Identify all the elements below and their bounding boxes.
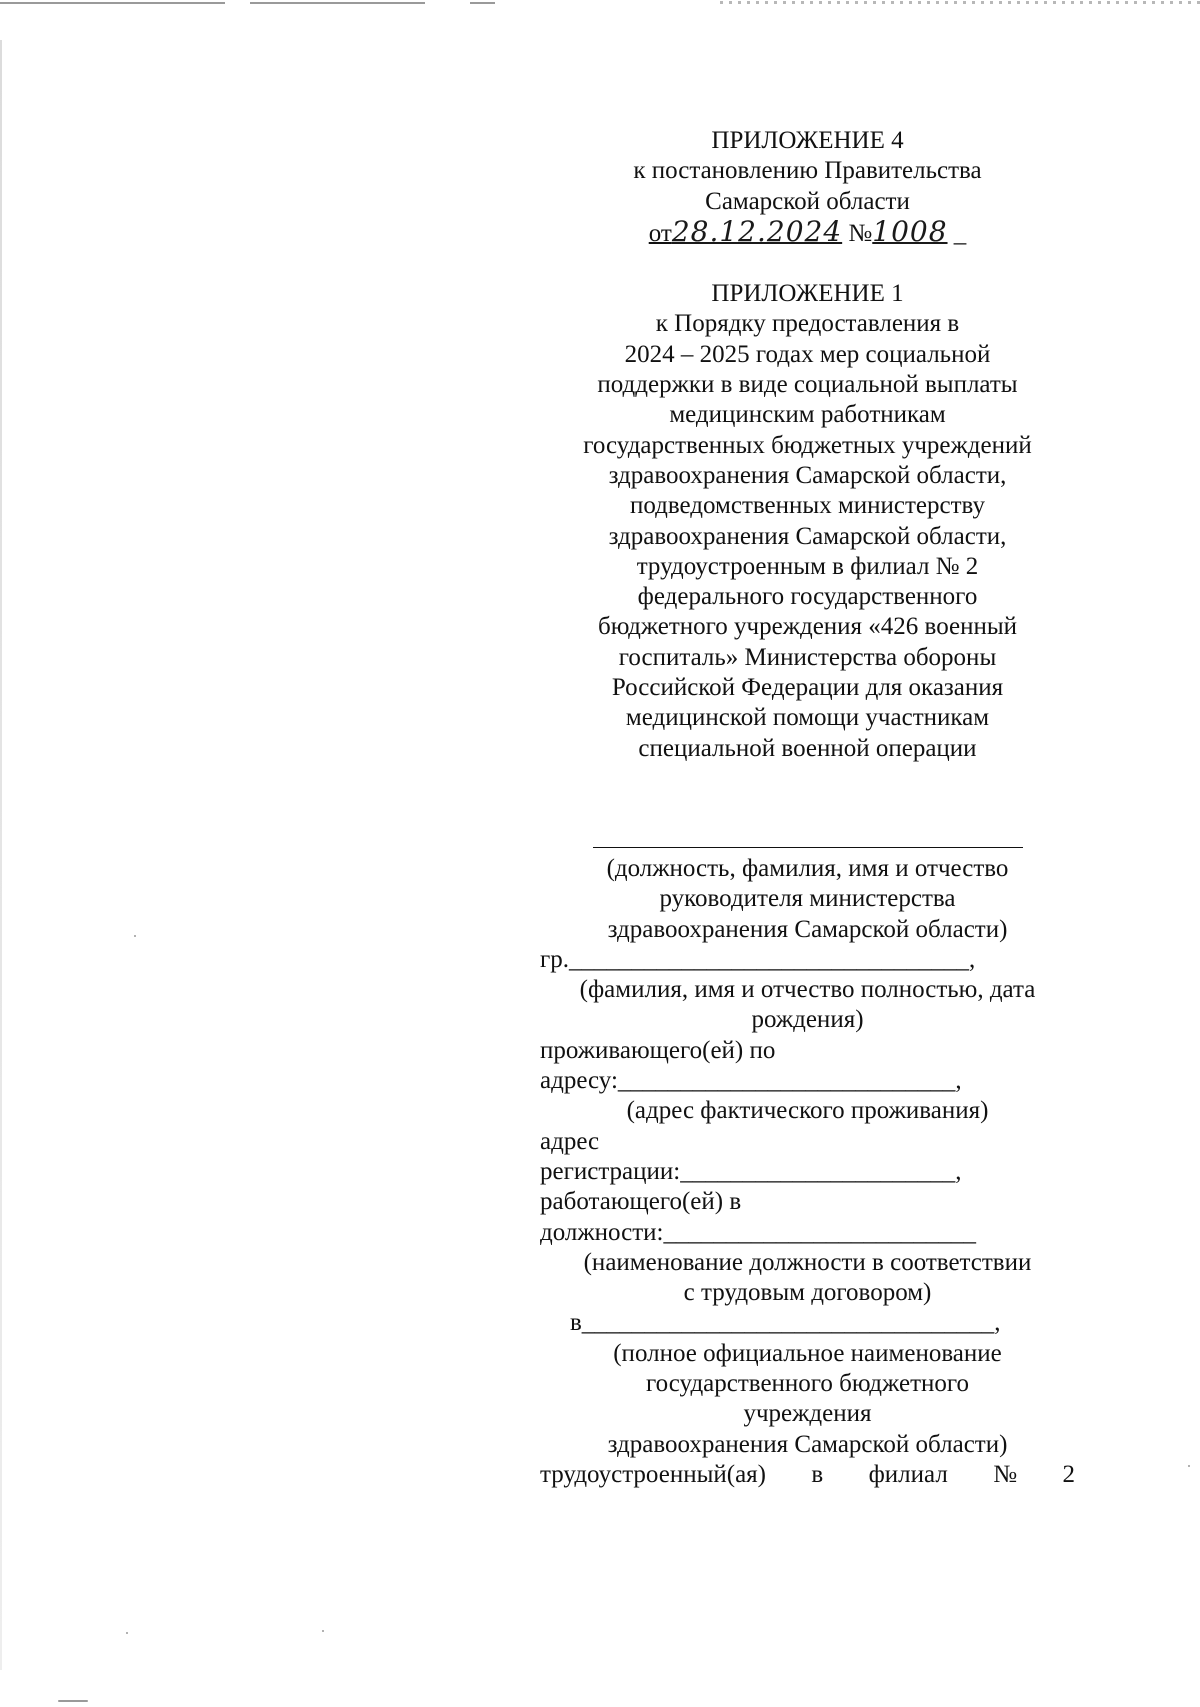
organization-caption-line: государственного бюджетного (646, 1369, 969, 1397)
trailing-underscore: _ (953, 219, 967, 247)
employed-line (540, 1460, 1075, 1490)
citizen-field-line: гр.________________________________, (540, 945, 976, 973)
appendix-1-line: здравоохранения Самарской области, (608, 461, 1007, 489)
appendix-1-line: 2024 – 2025 годах мер социальной (624, 340, 991, 368)
employed-word: № (993, 1460, 1018, 1488)
working-label: работающего(ей) в (540, 1188, 742, 1216)
appendix-4-line2: Самарской области (705, 187, 910, 215)
handwritten-date: 28.12.2024 (671, 214, 843, 248)
appendix-1-line: госпиталь» Министерства обороны (618, 643, 997, 671)
scan-edge-noise (720, 1, 1200, 4)
registration-field-line: регистрации:______________________, (540, 1157, 962, 1185)
scan-speck (1188, 1465, 1190, 1467)
citizen-caption-line: рождения) (751, 1006, 864, 1034)
appendix-1-line: Российской Федерации для оказания (611, 674, 1004, 702)
scan-edge-segment (0, 2, 225, 4)
address-field-line: адресу:___________________________, (540, 1067, 962, 1095)
appendix-1-line: к Порядку предоставления в (655, 310, 960, 338)
scan-top-edge (0, 0, 1200, 10)
organization-caption-line: учреждения (743, 1400, 872, 1428)
head-caption-line: здравоохранения Самарской области) (607, 915, 1008, 943)
citizen-caption-line: (фамилия, имя и отчество полностью, дата (579, 976, 1036, 1004)
organization-caption-line: (полное официальное наименование (613, 1339, 1002, 1367)
position-caption-line: с трудовым договором) (683, 1279, 932, 1307)
scan-speck (322, 1630, 324, 1632)
scan-left-edge (0, 40, 2, 1670)
employed-word: 2 (1062, 1460, 1075, 1488)
scan-speck (58, 1700, 88, 1702)
appendix-1-line: поддержки в виде социальной выплаты (597, 371, 1018, 399)
head-caption-line: руководителя министерства (659, 885, 956, 913)
scan-edge-segment (470, 2, 495, 4)
date-prefix: от (648, 219, 672, 247)
appendix-1-line: специальной военной операции (638, 734, 977, 762)
head-caption-line: (должность, фамилия, имя и отчество (606, 854, 1009, 882)
document-column (540, 126, 1075, 1490)
appendix-4-title: ПРИЛОЖЕНИЕ 4 (711, 127, 904, 154)
appendix-1-line: бюджетного учреждения «426 военный (597, 613, 1018, 641)
appendix-1-title: ПРИЛОЖЕНИЕ 1 (711, 280, 904, 308)
appendix-4-line1: к постановлению Правительства (633, 157, 982, 185)
head-signature-line (593, 839, 1023, 848)
living-label: проживающего(ей) по (540, 1036, 776, 1064)
employed-word: трудоустроенный(ая) (540, 1460, 767, 1488)
scan-speck (126, 1632, 128, 1634)
appendix-1-line: медицинским работникам (669, 401, 946, 429)
position-field-line: должности:_________________________ (540, 1218, 976, 1246)
appendix-1-line: трудоустроенным в филиал № 2 (636, 552, 979, 580)
resolution-date-line (540, 214, 1075, 249)
registration-label: адрес (540, 1127, 600, 1155)
appendix-1-line: медицинской помощи участникам (625, 704, 990, 732)
scan-edge-segment (250, 2, 425, 4)
appendix-1-line: федерального государственного (637, 583, 978, 611)
position-caption-line: (наименование должности в соответствии (583, 1248, 1032, 1276)
organization-field-line: в_________________________________, (570, 1309, 1001, 1337)
scan-speck (134, 935, 136, 937)
organization-caption-line: здравоохранения Самарской области) (607, 1430, 1008, 1458)
appendix-1-line: здравоохранения Самарской области, (608, 522, 1007, 550)
number-prefix: № (848, 219, 873, 247)
employed-word: филиал (868, 1460, 948, 1488)
address-caption: (адрес фактического проживания) (626, 1097, 989, 1125)
handwritten-number: 1008 (872, 214, 948, 248)
appendix-1-line: подведомственных министерству (630, 492, 985, 520)
appendix-1-line: государственных бюджетных учреждений (583, 431, 1032, 459)
employed-word: в (811, 1460, 824, 1488)
